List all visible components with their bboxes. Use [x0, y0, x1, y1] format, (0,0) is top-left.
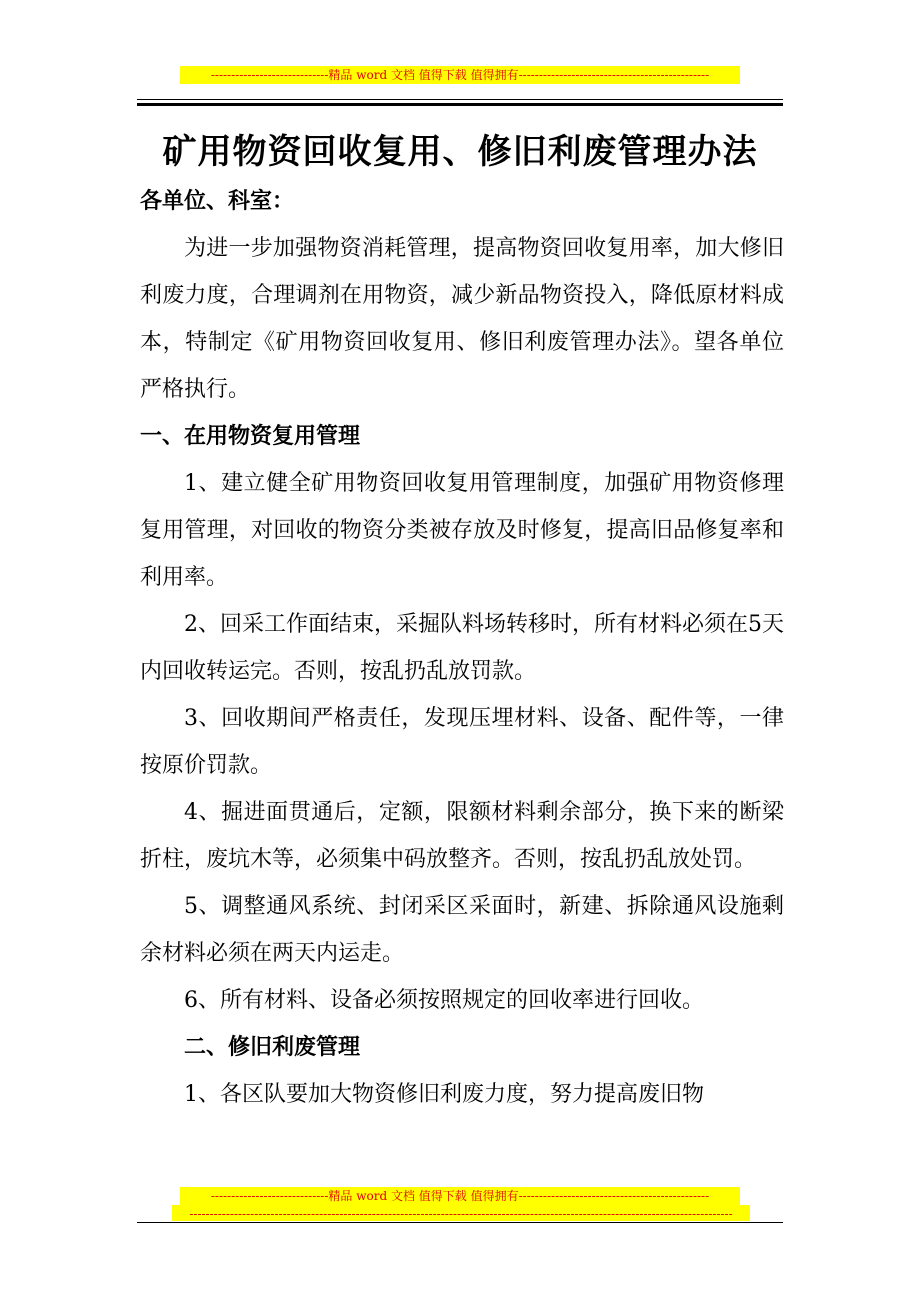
section2-heading: 二、修旧利废管理 [184, 1035, 361, 1060]
header-banner: -----------------------------精品 word 文档 值得下载 值得拥有----------------------------------------------- [180, 66, 740, 84]
section1-item: 5、调整通风系统、封闭采区采面时，新建、拆除通风设施剩余材料必须在两天内运走。 [140, 894, 784, 966]
document-body [140, 178, 784, 1118]
section2-item: 1、各区队要加大物资修旧利废力度，努力提高废旧物 [184, 1082, 704, 1107]
intro-paragraph: 为进一步加强物资消耗管理，提高物资回收复用率，加大修旧利废力度，合理调剂在用物资，减少新品物资投入，降低原材料成本，特制定《矿用物资回收复用、修旧利废管理办法》。望各单位严格执行。 [140, 236, 784, 402]
header-rule-thin [137, 99, 783, 100]
salutation: 各单位、科室： [140, 189, 295, 214]
section1-item: 2、回采工作面结束，采掘队料场转移时，所有材料必须在5天内回收转运完。否则，按乱扔乱放罚款。 [140, 612, 784, 684]
document-title: 矿用物资回收复用、修旧利废管理办法 [162, 132, 758, 172]
footer-dashes: -------------------------------------------------------------------------------------------------------------------------------------- [172, 1205, 750, 1221]
section1-item: 4、掘进面贯通后，定额，限额材料剩余部分，换下来的断梁折柱，废坑木等，必须集中码放整齐。否则，按乱扔乱放处罚。 [140, 800, 784, 872]
section1-heading: 一、在用物资复用管理 [140, 424, 361, 449]
section1-item: 1、建立健全矿用物资回收复用管理制度，加强矿用物资修理复用管理，对回收的物资分类被存放及时修复，提高旧品修复率和利用率。 [140, 471, 784, 590]
header-rule-thick [137, 103, 783, 106]
section1-item: 3、回收期间严格责任，发现压埋材料、设备、配件等，一律按原价罚款。 [140, 706, 784, 778]
section1-item: 6、所有材料、设备必须按照规定的回收率进行回收。 [184, 988, 704, 1013]
footer-banner: -----------------------------精品 word 文档 值得下载 值得拥有----------------------------------------------- [180, 1187, 740, 1205]
footer-rule [137, 1222, 783, 1223]
